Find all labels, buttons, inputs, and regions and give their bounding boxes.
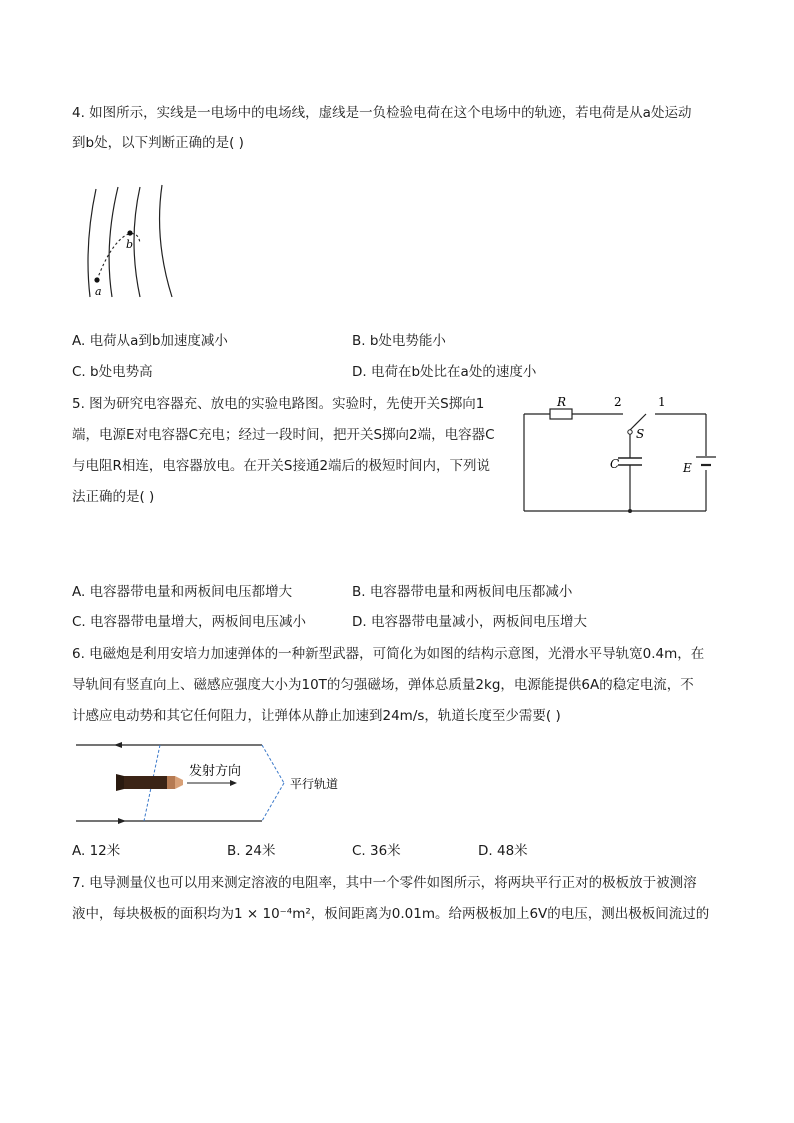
- q5-label-c: C: [610, 457, 620, 471]
- q4-option-b[interactable]: B. b处电势能小: [352, 333, 446, 349]
- q6-stem-line3: 计感应电动势和其它任何阻力，让弹体从静止加速到24m/s，轨道长度至少需要( ): [72, 708, 561, 724]
- q6-option-c[interactable]: C. 36米: [352, 843, 401, 859]
- q5-stem-line1: 5. 图为研究电容器充、放电的实验电路图。实验时，先使开关S掷向1: [72, 396, 485, 412]
- q5-option-a[interactable]: A. 电容器带电量和两板间电压都增大: [72, 584, 293, 600]
- q6-stem-line2: 导轨间有竖直向上、磁感应强度大小为10T的匀强磁场，弹体总质量2kg，电源能提供6A的稳定电流，不: [72, 677, 694, 693]
- q5-option-b[interactable]: B. 电容器带电量和两板间电压都减小: [352, 584, 573, 600]
- q6-option-a[interactable]: A. 12米: [72, 843, 121, 859]
- q5-label-2: 2: [614, 395, 622, 409]
- q4-stem-line1: 4. 如图所示，实线是一电场中的电场线，虚线是一负检验电荷在这个电场中的轨迹，若电荷是从a处运动: [72, 105, 692, 121]
- q4-label-a: a: [95, 285, 102, 298]
- q6-direction-label: 发射方向: [189, 764, 242, 779]
- q4-option-a[interactable]: A. 电荷从a到b加速度减小: [72, 333, 228, 349]
- q7-stem-line2: 液中，每块极板的面积均为1 × 10⁻⁴m²，板间距离为0.01m。给两极板加上6V的电压，测出极板间流过的: [72, 906, 710, 922]
- q5-label-e: E: [683, 461, 692, 475]
- q6-rail-label: 平行轨道: [290, 777, 339, 791]
- q6-option-b[interactable]: B. 24米: [227, 843, 276, 859]
- q5-option-c[interactable]: C. 电容器带电量增大，两板间电压减小: [72, 614, 307, 630]
- q5-label-s: S: [636, 427, 645, 441]
- q4-stem-line2: 到b处，以下判断正确的是( ): [72, 135, 244, 151]
- q4-field-lines-figure: [82, 185, 192, 300]
- q5-option-d[interactable]: D. 电容器带电量减小，两板间电压增大: [352, 614, 587, 630]
- q4-option-d[interactable]: D. 电荷在b处比在a处的速度小: [352, 364, 537, 380]
- q6-railgun-diagram: [72, 738, 372, 828]
- q5-stem-line4: 法正确的是( ): [72, 489, 155, 505]
- q4-option-c[interactable]: C. b处电势高: [72, 364, 153, 380]
- q5-circuit-diagram: [520, 394, 730, 519]
- q5-label-r: R: [557, 395, 567, 409]
- q6-stem-line1: 6. 电磁炮是利用安培力加速弹体的一种新型武器，可简化为如图的结构示意图，光滑水平导轨宽0.4m，在: [72, 646, 705, 662]
- q4-label-b: b: [126, 238, 134, 251]
- q6-option-d[interactable]: D. 48米: [478, 843, 528, 859]
- q5-label-1: 1: [658, 395, 666, 409]
- q5-stem-line3: 与电阻R相连，电容器放电。在开关S接通2端后的极短时间内，下列说: [72, 458, 491, 474]
- q5-stem-line2: 端，电源E对电容器C充电；经过一段时间，把开关S掷向2端，电容器C: [72, 427, 495, 443]
- q7-stem-line1: 7. 电导测量仪也可以用来测定溶液的电阻率，其中一个零件如图所示，将两块平行正对的极板放于被测溶: [72, 875, 697, 891]
